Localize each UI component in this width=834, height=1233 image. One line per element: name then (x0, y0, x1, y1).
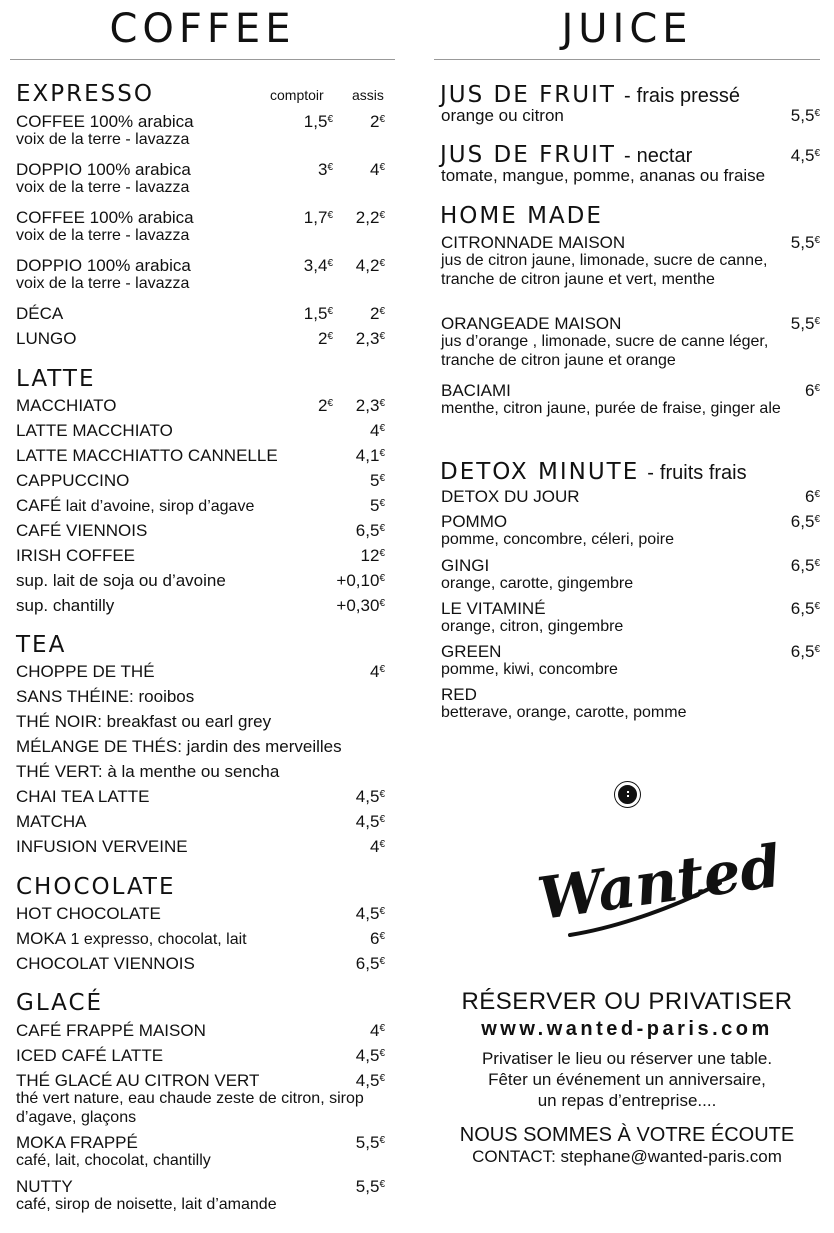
price (356, 1046, 385, 1065)
item-name (441, 314, 621, 333)
price-value: 2 (317, 396, 328, 415)
item-name-text: CHAI TEA LATTE (16, 787, 150, 806)
price-value: 4 (369, 160, 380, 179)
item-name-text: CAFÉ (16, 496, 62, 515)
detox-title (440, 459, 747, 486)
item-description: café, lait, chocolat, chantilly (16, 1152, 211, 1169)
item-name (441, 599, 546, 618)
price-value: 2 (369, 304, 380, 323)
jus-frais-title (440, 82, 740, 109)
currency-symbol: € (379, 1179, 385, 1190)
item-name-text: THÉ VERT: à la menthe ou sencha (16, 762, 280, 781)
currency-symbol: € (379, 573, 385, 584)
item-name (16, 904, 161, 923)
item-name-text: ICED CAFÉ LATTE (16, 1046, 164, 1065)
item-description: menthe, citron jaune, purée de fraise, ginger ale (441, 400, 781, 417)
item-name (16, 737, 342, 756)
juice-column (434, 0, 820, 721)
price-value: 6,5 (790, 556, 815, 575)
item-name-text: CITRONNADE MAISON (441, 233, 626, 252)
item-name (16, 521, 147, 540)
price-value: 2 (317, 329, 328, 348)
currency-symbol: € (379, 258, 385, 269)
item-name (441, 233, 625, 252)
item-name (16, 571, 226, 590)
currency-symbol: € (327, 398, 333, 409)
menu-dots-icon (615, 782, 640, 807)
currency-symbol: € (814, 148, 820, 159)
price (370, 662, 385, 681)
currency-symbol: € (379, 548, 385, 559)
price-value: 4,1 (355, 446, 380, 465)
item-name-text: CAFÉ FRAPPÉ MAISON (16, 1021, 206, 1040)
item-name-text: DETOX DU JOUR (441, 487, 580, 506)
price (370, 837, 385, 856)
latte-title (16, 366, 96, 392)
price (370, 929, 385, 948)
item-name-text: MOKA FRAPPÉ (16, 1133, 138, 1152)
price-value: +0,30 (336, 596, 380, 615)
price-value: 4,5 (355, 1071, 380, 1090)
item-name (16, 687, 194, 706)
price-value: 5,5 (790, 106, 815, 125)
juice-title: JUICE (434, 0, 820, 60)
price (318, 329, 333, 348)
price-value: 4 (369, 662, 380, 681)
item-description: jus d’orange , limonade, sucre de canne léger, tranche de citron jaune et orange (441, 333, 769, 369)
price-value: 4 (369, 421, 380, 440)
reserve-heading: RÉSERVER OU PRIVATISER (461, 988, 793, 1015)
jus-nectar-title-text: JUS DE FRUIT (440, 142, 616, 168)
item-name-detail: lait d’avoine, sirop d’agave (61, 498, 255, 515)
item-name-text: THÉ NOIR: breakfast ou earl grey (16, 712, 272, 731)
glace-title-text: GLACÉ (16, 990, 104, 1016)
item-name (16, 662, 155, 681)
price-value: 6,5 (355, 954, 380, 973)
price-value: 4 (369, 1021, 380, 1040)
tea-title-text: TEA (16, 632, 67, 658)
currency-symbol: € (327, 331, 333, 342)
item-name (441, 381, 511, 400)
latte-title-text: LATTE (16, 366, 96, 392)
price (304, 256, 333, 275)
currency-symbol: € (379, 473, 385, 484)
chocolate-title (16, 874, 176, 900)
price (805, 487, 820, 506)
price-value: 6 (804, 381, 815, 400)
item-name-detail: 1 expresso, chocolat, lait (66, 931, 247, 948)
item-name-text: DOPPIO 100% arabica (16, 160, 191, 179)
item-name (16, 596, 114, 615)
item-name (16, 1021, 206, 1040)
item-name (16, 837, 188, 856)
item-name (16, 929, 247, 949)
price (370, 1021, 385, 1040)
price (356, 1133, 385, 1152)
item-name-text: CAPPUCCINO (16, 471, 130, 490)
price (370, 160, 385, 179)
currency-symbol: € (379, 306, 385, 317)
currency-symbol: € (379, 789, 385, 800)
price (791, 512, 820, 531)
price (791, 146, 820, 165)
privatise-text (434, 1048, 820, 1111)
price-value: 6 (804, 487, 815, 506)
price (370, 496, 385, 515)
comptoir-header: comptoir (270, 87, 324, 103)
price (356, 256, 385, 275)
price (370, 471, 385, 490)
item-name-text: BACIAMI (441, 381, 511, 400)
item-name-text: LATTE MACCHIATO (16, 421, 173, 440)
item-name-text: POMMO (441, 512, 508, 531)
item-name (16, 421, 173, 440)
item-name (16, 304, 63, 323)
contact-email[interactable]: CONTACT: stephane@wanted-paris.com (472, 1147, 782, 1166)
item-name-text: LATTE MACCHIATTO CANNELLE (16, 446, 278, 465)
price (356, 954, 385, 973)
price (356, 812, 385, 831)
wanted-logo (530, 831, 785, 945)
currency-symbol: € (379, 162, 385, 173)
price-value: 6,5 (355, 521, 380, 540)
item-name (441, 556, 489, 575)
item-name (16, 160, 191, 179)
item-name (16, 471, 129, 490)
item-name (441, 642, 501, 661)
item-name-text: sup. chantilly (16, 596, 115, 615)
currency-symbol: € (327, 162, 333, 173)
item-description: voix de la terre - lavazza (16, 227, 190, 244)
price (370, 112, 385, 131)
item-name-text: NUTTY (16, 1177, 73, 1196)
price-value: 2,3 (355, 396, 380, 415)
item-name (16, 446, 278, 465)
item-name (16, 812, 87, 831)
currency-symbol: € (379, 331, 385, 342)
detox-title-dash: - (647, 462, 654, 484)
price (356, 1071, 385, 1090)
price-value: 6,5 (790, 512, 815, 531)
item-name-text: COFFEE 100% arabica (16, 208, 194, 227)
currency-symbol: € (379, 598, 385, 609)
currency-symbol: € (379, 839, 385, 850)
price-value: 6,5 (790, 599, 815, 618)
price-value: 2 (369, 112, 380, 131)
jus-frais-title-text: JUS DE FRUIT (440, 82, 616, 108)
price (304, 208, 333, 227)
listening-text: NOUS SOMMES À VOTRE ÉCOUTE (459, 1124, 795, 1146)
currency-symbol: € (379, 448, 385, 459)
price-value: 5,5 (790, 233, 815, 252)
price (356, 904, 385, 923)
currency-symbol: € (379, 398, 385, 409)
item-name (16, 496, 254, 516)
price (356, 446, 385, 465)
currency-symbol: € (379, 1023, 385, 1034)
price-value: 4,5 (355, 1046, 380, 1065)
website-link[interactable]: www.wanted-paris.com (481, 1018, 773, 1040)
currency-symbol: € (379, 664, 385, 675)
price (370, 304, 385, 323)
price-value: 5,5 (355, 1177, 380, 1196)
item-name (16, 112, 194, 131)
jus-frais-title-subtitle: frais pressé (636, 85, 741, 107)
currency-symbol: € (379, 931, 385, 942)
price-value: 4,5 (355, 787, 380, 806)
item-name-text: SANS THÉINE: rooibos (16, 687, 195, 706)
coffee-title: COFFEE (10, 0, 395, 60)
jus-nectar-title-dash: - (623, 145, 631, 167)
price-value: 4,5 (355, 904, 380, 923)
item-description: voix de la terre - lavazza (16, 275, 190, 292)
item-name-text: RED (441, 685, 477, 704)
currency-symbol: € (379, 906, 385, 917)
homemade-title (440, 203, 603, 229)
currency-symbol: € (379, 1048, 385, 1059)
price-value: 4 (369, 837, 380, 856)
item-name-text: MACCHIATO (16, 396, 117, 415)
price (791, 599, 820, 618)
price-value: 6 (369, 929, 380, 948)
item-description: jus de citron jaune, limonade, sucre de canne, tranche de citron jaune et vert, menthe (441, 252, 768, 288)
item-description: betterave, orange, carotte, pomme (441, 704, 687, 721)
item-description: voix de la terre - lavazza (16, 179, 190, 196)
item-name-text: DOPPIO 100% arabica (16, 256, 191, 275)
price-value: 12 (360, 546, 380, 565)
jus-nectar-title (440, 142, 692, 169)
privatise-line-1: Privatiser le lieu ou réserver une table. (481, 1049, 773, 1068)
item-name-text: CHOCOLAT VIENNOIS (16, 954, 195, 973)
currency-symbol: € (814, 601, 820, 612)
price (356, 329, 385, 348)
item-description: orange, carotte, gingembre (441, 575, 634, 592)
price (336, 571, 385, 590)
price (336, 596, 385, 615)
price-value: +0,10 (336, 571, 380, 590)
currency-symbol: € (379, 814, 385, 825)
price (791, 314, 820, 333)
item-name-text: MÉLANGE DE THÉS: jardin des merveilles (16, 737, 342, 756)
item-name-text: LUNGO (16, 329, 77, 348)
item-name-text: IRISH COFFEE (16, 546, 136, 565)
currency-symbol: € (814, 558, 820, 569)
item-name-text: INFUSION VERVEINE (16, 837, 188, 856)
expresso-title-text: EXPRESSO (16, 81, 154, 107)
item-name (16, 712, 271, 731)
item-name-text: CHOPPE DE THÉ (16, 662, 155, 681)
coffee-column (10, 0, 395, 1213)
currency-symbol: € (379, 1073, 385, 1084)
item-description: café, sirop de noisette, lait d’amande (16, 1196, 277, 1213)
currency-symbol: € (379, 423, 385, 434)
currency-symbol: € (814, 514, 820, 525)
currency-symbol: € (814, 489, 820, 500)
item-name (16, 329, 76, 348)
price-value: 3 (317, 160, 328, 179)
item-name (16, 1177, 73, 1196)
item-name (441, 487, 580, 506)
item-name (16, 1046, 163, 1065)
price (356, 521, 385, 540)
price-value: 4,5 (355, 812, 380, 831)
currency-symbol: € (379, 956, 385, 967)
price (356, 787, 385, 806)
price-value: 4,5 (790, 146, 815, 165)
tea-title (16, 632, 66, 658)
currency-symbol: € (814, 383, 820, 394)
price-value: 5 (369, 471, 380, 490)
item-name (441, 685, 477, 704)
item-description: orange ou citron (441, 106, 564, 125)
price (318, 160, 333, 179)
currency-symbol: € (379, 1135, 385, 1146)
price-value: 2,2 (355, 208, 380, 227)
item-name (16, 1071, 259, 1090)
item-name (16, 1133, 138, 1152)
price-value: 6,5 (790, 642, 815, 661)
price-value: 1,5 (303, 112, 328, 131)
item-name-text: DÉCA (16, 304, 64, 323)
svg-text:Wanted: Wanted (533, 831, 785, 934)
item-name-text: COFFEE 100% arabica (16, 112, 194, 131)
assis-header: assis (352, 87, 384, 103)
chocolate-title-text: CHOCOLATE (16, 874, 176, 900)
price-value: 4,2 (355, 256, 380, 275)
item-name-text: sup. lait de soja ou d’avoine (16, 571, 226, 590)
item-description: pomme, kiwi, concombre (441, 661, 618, 678)
price-value: 2,3 (355, 329, 380, 348)
price (304, 304, 333, 323)
item-name-text: THÉ GLACÉ AU CITRON VERT (16, 1071, 260, 1090)
price (791, 233, 820, 252)
price (356, 208, 385, 227)
price (791, 106, 820, 125)
currency-symbol: € (327, 306, 333, 317)
item-name-text: CAFÉ VIENNOIS (16, 521, 148, 540)
item-name (16, 208, 194, 227)
currency-symbol: € (379, 114, 385, 125)
homemade-title-text: HOME MADE (440, 203, 603, 229)
price-value: 5,5 (790, 314, 815, 333)
item-name (441, 512, 507, 531)
item-name (16, 546, 135, 565)
currency-symbol: € (814, 316, 820, 327)
item-name (16, 787, 150, 806)
item-description: orange, citron, gingembre (441, 618, 624, 635)
price (791, 642, 820, 661)
price (370, 421, 385, 440)
price (791, 556, 820, 575)
currency-symbol: € (814, 108, 820, 119)
currency-symbol: € (379, 523, 385, 534)
detox-title-subtitle: fruits frais (659, 462, 747, 484)
jus-nectar-title-subtitle: nectar (636, 145, 693, 167)
item-name-text: HOT CHOCOLATE (16, 904, 161, 923)
currency-symbol: € (379, 210, 385, 221)
item-name-text: GREEN (441, 642, 502, 661)
item-description: thé vert nature, eau chaude zeste de citron, sirop d’agave, glaçons (16, 1090, 364, 1126)
price (805, 381, 820, 400)
currency-symbol: € (379, 498, 385, 509)
item-name-text: GINGI (441, 556, 490, 575)
jus-frais-title-dash: - (623, 85, 631, 107)
item-name-text: ORANGEADE MAISON (441, 314, 622, 333)
expresso-title (16, 81, 154, 107)
glace-title (16, 990, 103, 1016)
item-name (16, 396, 116, 415)
currency-symbol: € (814, 235, 820, 246)
item-name-text: MOKA (16, 929, 67, 948)
currency-symbol: € (327, 210, 333, 221)
price (361, 546, 385, 565)
currency-symbol: € (327, 258, 333, 269)
item-description: voix de la terre - lavazza (16, 131, 190, 148)
price (356, 1177, 385, 1196)
item-description: pomme, concombre, céleri, poire (441, 531, 674, 548)
price-value: 1,7 (303, 208, 328, 227)
item-name-text: LE VITAMINÉ (441, 599, 546, 618)
privatise-line-3: un repas d’entreprise.... (537, 1091, 717, 1110)
currency-symbol: € (814, 644, 820, 655)
price-value: 5 (369, 496, 380, 515)
price (318, 396, 333, 415)
item-name-text: MATCHA (16, 812, 87, 831)
item-name (16, 762, 279, 781)
price-value: 5,5 (355, 1133, 380, 1152)
price (356, 396, 385, 415)
price-value: 3,4 (303, 256, 328, 275)
currency-symbol: € (327, 114, 333, 125)
item-description: tomate, mangue, pomme, ananas ou fraise (441, 166, 766, 185)
privatise-line-2: Fêter un événement un anniversaire, (488, 1070, 766, 1089)
price-value: 1,5 (303, 304, 328, 323)
detox-title-text: DETOX MINUTE (440, 459, 640, 485)
price (304, 112, 333, 131)
item-name (16, 954, 195, 973)
item-name (16, 256, 191, 275)
